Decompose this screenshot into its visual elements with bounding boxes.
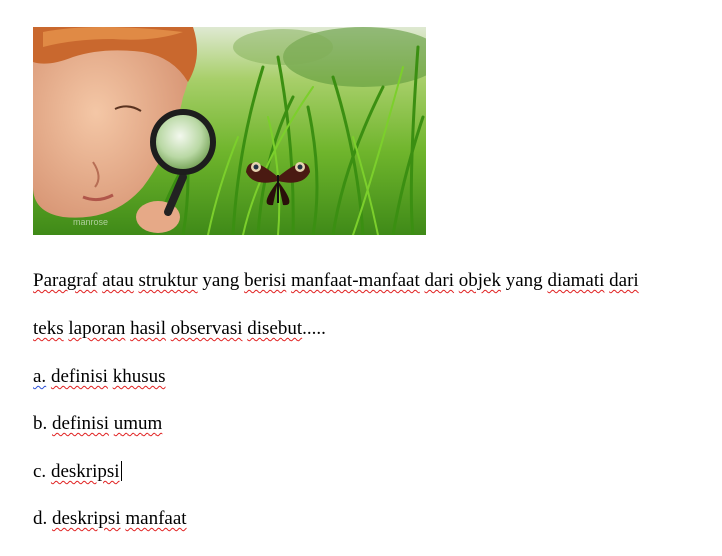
flagged-word: deskripsi [50,461,120,482]
text-run: b. [33,413,52,434]
flagged-word: Paragraf [33,270,98,291]
flagged-word: observasi [170,318,243,339]
question-line-1 [33,270,639,292]
flagged-word: definisi [50,366,108,387]
flagged-word: disebut [247,318,303,339]
photo-watermark: manrose [73,217,109,227]
flagged-word: a. [33,366,47,387]
option-d [33,508,187,530]
question-line-2 [33,318,326,340]
flagged-word: teks [33,318,64,339]
flagged-word: diamati [547,270,605,291]
text-cursor [121,461,122,481]
flagged-word: definisi [52,413,109,434]
flagged-word: manfaat-manfaat [291,270,420,291]
flagged-word: atau [102,270,134,291]
option-b [33,413,162,435]
flagged-word: laporan [68,318,126,339]
flagged-word: struktur [138,270,198,291]
flagged-word: hasil [130,318,166,339]
flagged-word: deskripsi [52,508,121,529]
flagged-word: khusus [112,366,166,387]
text-run: c. [33,461,51,482]
flagged-word: umum [113,413,163,434]
option-a [33,366,165,388]
boy-magnifier-butterfly-photo [33,27,426,235]
flagged-word: dari [609,270,639,291]
text-run: yang [197,270,245,291]
text-run: ..... [302,318,326,339]
text-run: yang [501,270,548,291]
flagged-word: manfaat [125,508,187,529]
option-c [33,461,122,483]
flagged-word: objek [458,270,501,291]
text-run: d. [33,508,52,529]
flagged-word: berisi [244,270,287,291]
flagged-word: dari [424,270,455,291]
